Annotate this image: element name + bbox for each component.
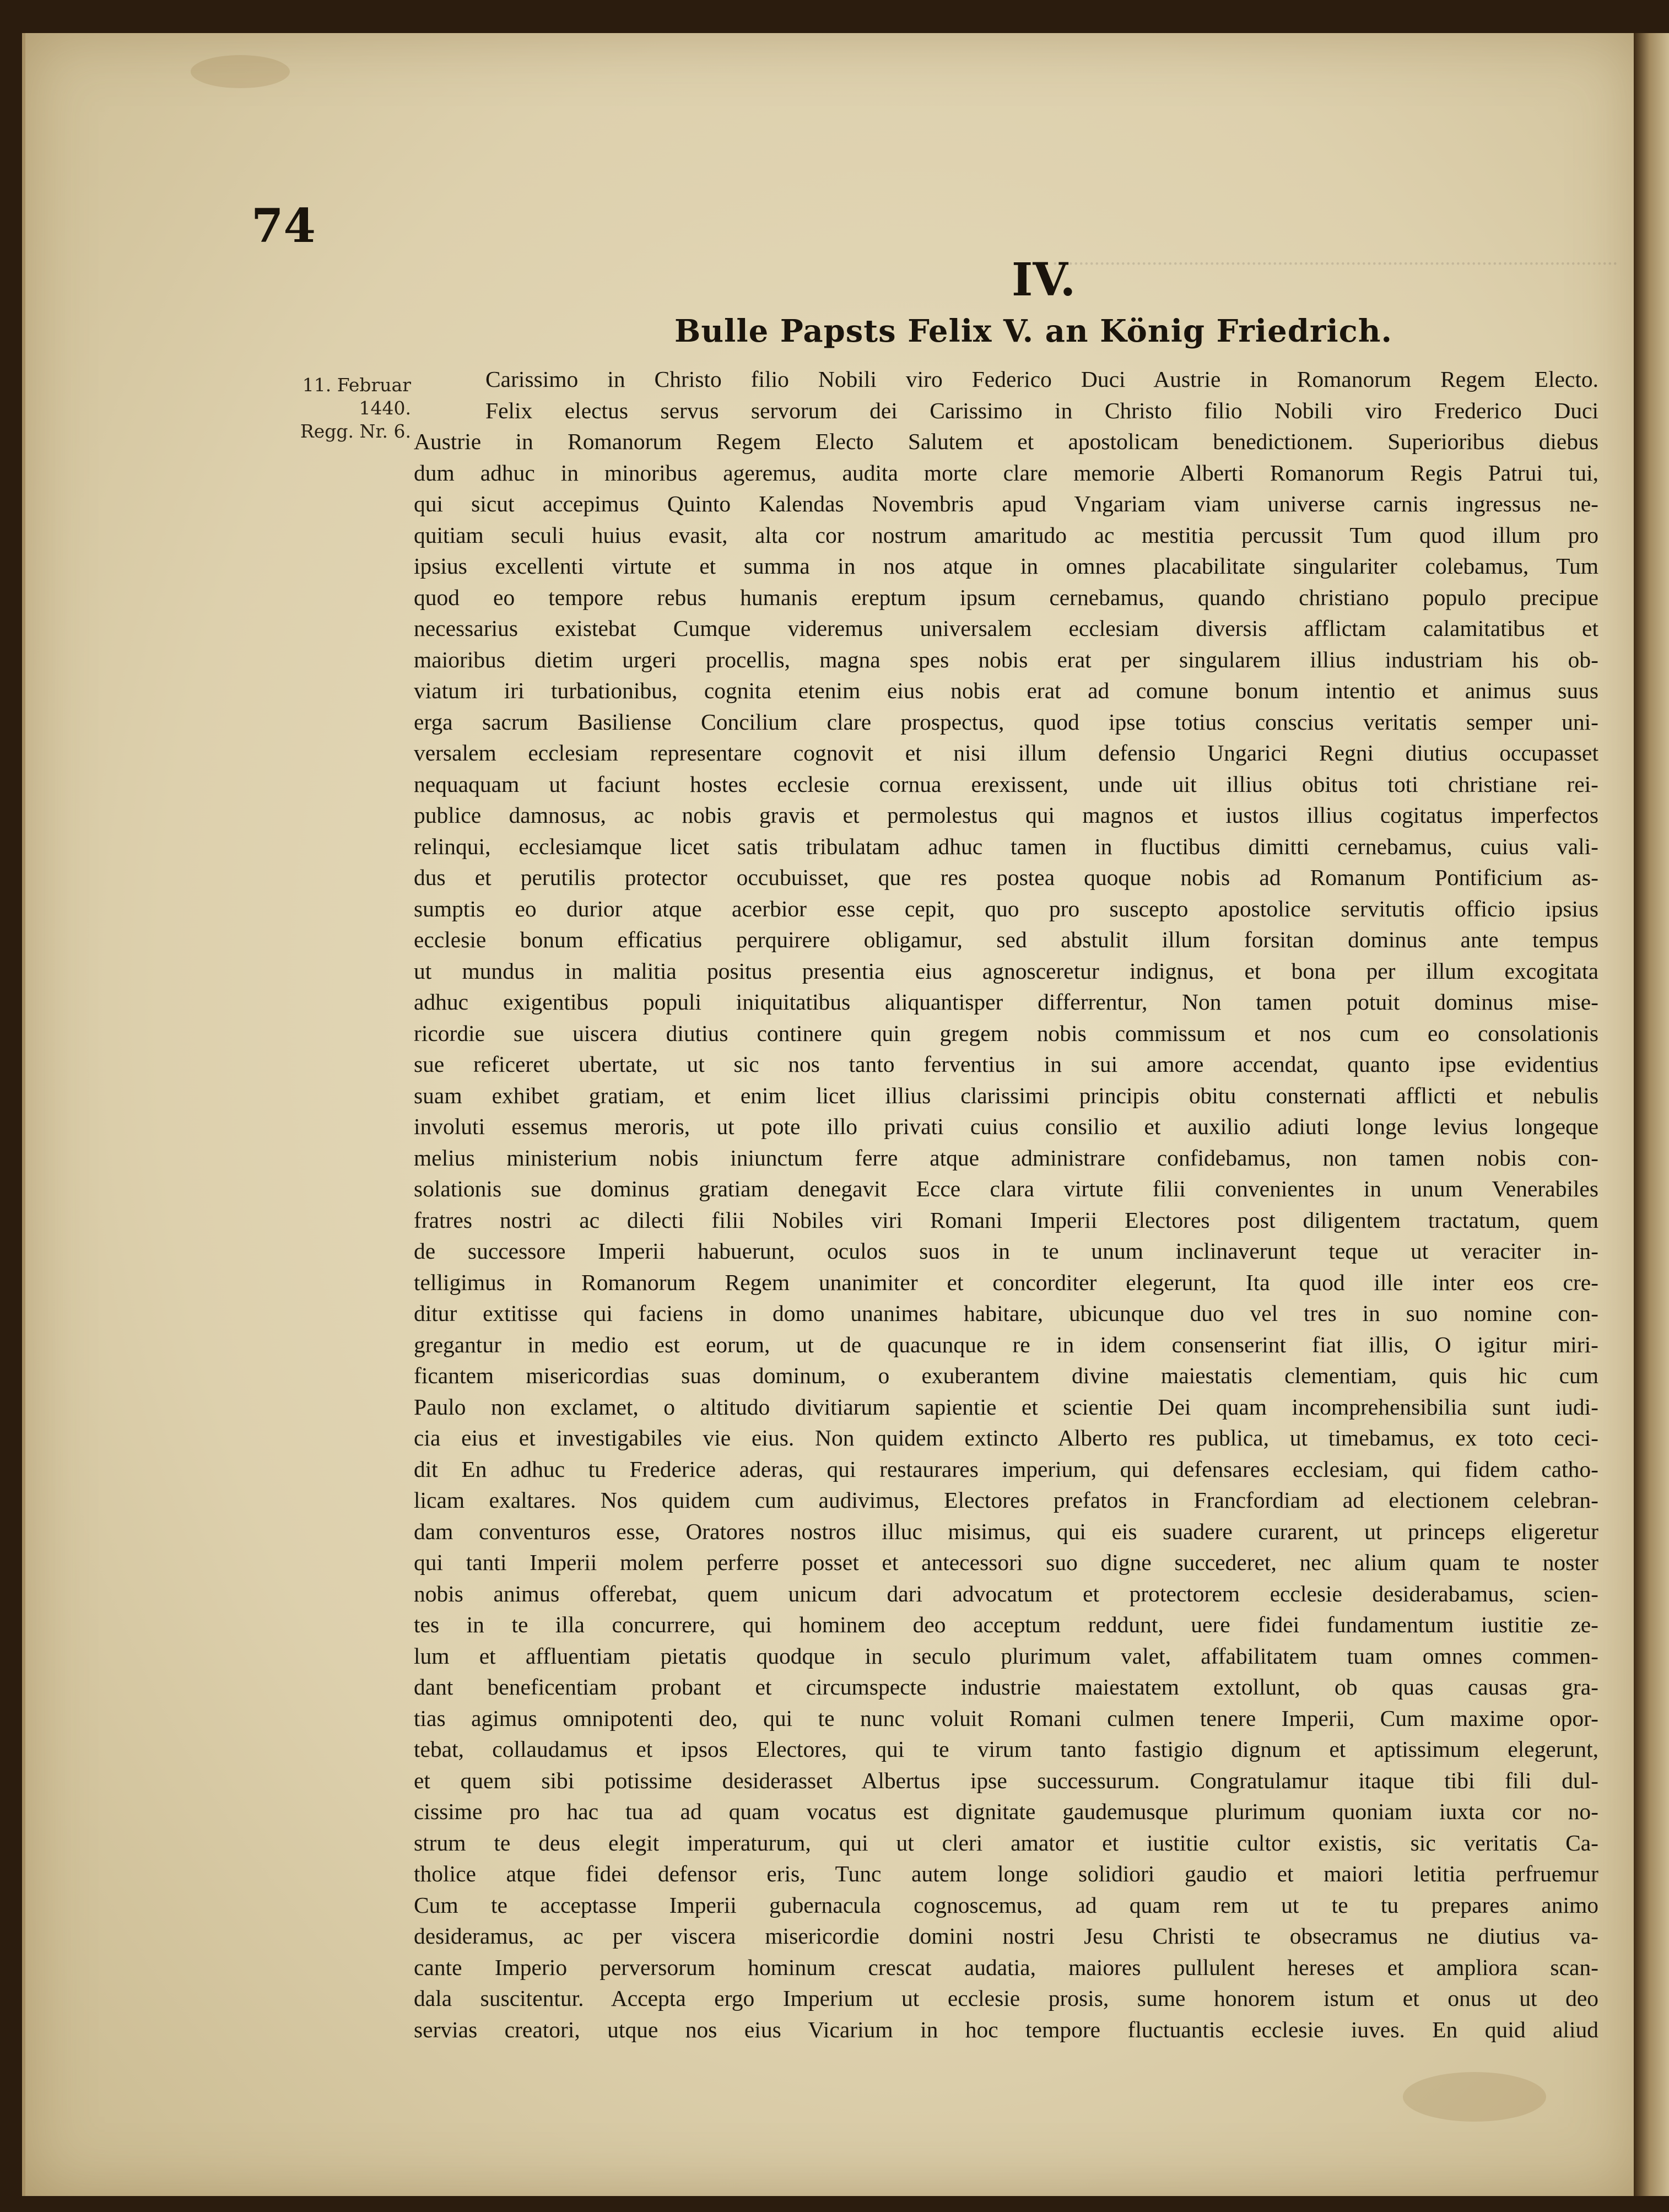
document-title: Bulle Papsts Felix V. an König Friedrich.	[674, 313, 1392, 349]
body-line: qui sicut accepimus Quinto Kalendas Novembris apud Vngariam viam universe carnis ingressus ne-	[414, 491, 1598, 516]
body-line: qui tanti Imperii molem perferre posset et antecessori suo digne succederet, nec alium quam te noster	[414, 1550, 1598, 1575]
body-line: strum te deus elegit imperaturum, qui ut cleri amator et iustitie cultor existis, sic veritatis Ca-	[414, 1830, 1598, 1855]
body-line: de successore Imperii habuerunt, oculos suos in te unum inclinaverunt teque ut veraciter in-	[414, 1238, 1598, 1264]
page-number: 74	[251, 198, 316, 253]
body-line: tebat, collaudamus et ipsos Electores, qui te virum tanto fastigio dignum et aptissimum elegerunt,	[414, 1736, 1598, 1762]
body-line: necessarius existebat Cumque videremus universalem ecclesiam diversis afflictam calamitatibus et	[414, 616, 1598, 641]
body-line: Cum te acceptasse Imperii gubernacula cognoscemus, ad quam rem ut te tu prepares animo	[414, 1892, 1598, 1918]
body-line: suam exhibet gratiam, et enim licet illius clarissimi principis obitu consternati afflicti et nebulis	[414, 1082, 1598, 1108]
body-line: sumptis eo durior atque acerbior esse cepit, quo pro suscepto apostolice servitutis officio ipsius	[414, 895, 1598, 921]
body-line: ficantem misericordias suas dominum, o exuberantem divine maiestatis clementiam, quis hic cum	[414, 1363, 1598, 1388]
margin-date: 11. Februar	[302, 374, 411, 396]
body-line: melius ministerium nobis iniunctum ferre atque administrare confidebamus, non tamen nobis con-	[414, 1145, 1598, 1170]
body-line: cissime pro hac tua ad quam vocatus est dignitate gaudemusque plurimum quoniam iuxta cor no-	[414, 1799, 1598, 1824]
body-line: involuti essemus meroris, ut pote illo privati cuius consilio et auxilio adiuti longe levius longeque	[414, 1114, 1598, 1139]
body-line: licam exaltares. Nos quidem cum audivimus, Electores prefatos in Francfordiam ad electionem celebran-	[414, 1487, 1598, 1513]
body-line: solationis sue dominus gratiam denegavit Ecce clara virtute filii convenientes in unum Venerabiles	[414, 1176, 1598, 1201]
body-line: maioribus dietim urgeri procellis, magna spes nobis erat per singularem illius industriam his ob-	[414, 646, 1598, 672]
body-line: cia eius et investigabiles vie eius. Non quidem extincto Alberto res publica, ut timebamus, ex toto ceci-	[414, 1425, 1598, 1450]
document-number: IV.	[1012, 253, 1076, 306]
body-line: Austrie in Romanorum Regem Electo Salutem et apostolicam benedictionem. Superioribus diebus	[414, 429, 1598, 454]
body-line: publice damnosus, ac nobis gravis et permolestus qui magnos et iustos illius cogitatus imperfectos	[414, 802, 1598, 828]
body-line: relinqui, ecclesiamque licet satis tribulatam adhuc tamen in fluctibus dimitti cernebamus, cuius vali-	[414, 833, 1598, 859]
next-leaf-edge	[1634, 33, 1669, 2196]
body-line: quitiam seculi huius evasit, alta cor nostrum amaritudo ac mestitia percussit Tum quod illum pro	[414, 522, 1598, 548]
body-line: cante Imperio perversorum hominum crescat audatia, maiores pullulent hereses et ampliora scan-	[414, 1954, 1598, 1980]
body-line: Paulo non exclamet, o altitudo divitiarum sapientie et scientie Dei quam incomprehensibilia sunt iudi-	[414, 1394, 1598, 1420]
body-line: ecclesie bonum efficatius perquirere obligamur, sed abstulit illum forsitan dominus ante tempus	[414, 927, 1598, 952]
margin-year: 1440.	[359, 397, 411, 419]
body-text	[414, 364, 1598, 2045]
margin-reference: Regg. Nr. 6.	[300, 420, 411, 442]
body-line: et quem sibi potissime desiderasset Albertus ipse successurum. Congratulamur itaque tibi fili dul-	[414, 1767, 1598, 1793]
margin-note	[257, 374, 411, 443]
body-line: Carissimo in Christo filio Nobili viro Federico Duci Austrie in Romanorum Regem Electo.	[485, 366, 1598, 392]
body-line: ditur extitisse qui faciens in domo unanimes habitare, ubicunque duo vel tres in suo nomine con-	[414, 1301, 1598, 1326]
body-line: quod eo tempore rebus humanis ereptum ipsum cernebamus, quando christiano populo precipue	[414, 584, 1598, 610]
body-line: ut mundus in malitia positus presentia eius agnosceretur indignus, et bona per illum excogitata	[414, 958, 1598, 984]
body-line: fratres nostri ac dilecti filii Nobiles viri Romani Imperii Electores post diligentem tractatum, quem	[414, 1207, 1598, 1233]
body-line: dant beneficentiam probant et circumspecte industrie maiestatem extollunt, ob quas causas gra-	[414, 1674, 1598, 1700]
body-line: adhuc exigentibus populi iniquitatibus aliquantisper differrentur, Non tamen potuit dominus mise-	[414, 989, 1598, 1015]
body-line: gregantur in medio est eorum, ut de quacunque re in idem consenserint fiat illis, O igitur miri-	[414, 1331, 1598, 1357]
body-line: dala suscitentur. Accepta ergo Imperium ut ecclesie prosis, sume honorem istum et onus ut deo	[414, 1986, 1598, 2011]
paper-stain	[1403, 2072, 1546, 2122]
reverse-side-bleed-through: ............................................................................................................	[1052, 246, 1618, 269]
body-line: tias agimus omnipotenti deo, qui te nunc voluit Romani culmen tenere Imperii, Cum maxime opor-	[414, 1705, 1598, 1731]
body-line: dam conventuros esse, Oratores nostros illuc misimus, qui eis suadere curarent, ut princeps eligeretur	[414, 1518, 1598, 1544]
body-line: dit En adhuc tu Frederice aderas, qui restaurares imperium, qui defensares ecclesiam, qui fidem catho-	[414, 1456, 1598, 1482]
body-line: lum et affluentiam pietatis quodque in seculo plurimum valet, affabilitatem tuam omnes commen-	[414, 1643, 1598, 1669]
body-line: nobis animus offerebat, quem unicum dari advocatum et protectorem ecclesie desiderabamus, scien-	[414, 1580, 1598, 1606]
body-line: Felix electus servus servorum dei Carissimo in Christo filio Nobili viro Frederico Duci	[485, 397, 1598, 423]
body-line: servias creatori, utque nos eius Vicarium in hoc tempore fluctuantis ecclesie iuves. En quid aliud	[414, 2016, 1598, 2042]
body-line: tes in te illa concurrere, qui hominem deo acceptum reddunt, uere fidei fundamentum iustitie ze-	[414, 1612, 1598, 1637]
body-line: versalem ecclesiam representare cognovit et nisi illum defensio Ungarici Regni diutius occupasset	[414, 740, 1598, 765]
body-line: ipsius excellenti virtute et summa in nos atque in omnes placabilitate singulariter colebamus, Tum	[414, 553, 1598, 579]
body-line: viatum iri turbationibus, cognita etenim eius nobis erat ad comune bonum intentio et animus suus	[414, 678, 1598, 703]
body-line: dus et perutilis protector occubuisset, que res postea quoque nobis ad Romanum Pontificium as-	[414, 865, 1598, 890]
paper-stain	[191, 55, 290, 88]
body-line: telligimus in Romanorum Regem unanimiter et concorditer elegerunt, Ita quod ille inter eos cre-	[414, 1269, 1598, 1295]
body-line: ricordie sue uiscera diutius continere quin gregem nobis commissum et nos cum eo consolationis	[414, 1020, 1598, 1046]
book-page	[22, 33, 1637, 2196]
body-line: erga sacrum Basiliense Concilium clare prospectus, quod ipse totius conscius veritatis semper uni-	[414, 709, 1598, 735]
body-line: sue reficeret ubertate, ut sic nos tanto ferventius in sui amore accendat, quanto ipse evidentius	[414, 1051, 1598, 1077]
body-line: dum adhuc in minoribus ageremus, audita morte clare memorie Alberti Romanorum Regis Patrui tui,	[414, 460, 1598, 485]
body-line: tholice atque fidei defensor eris, Tunc autem longe solidiori gaudio et maiori letitia perfruemur	[414, 1861, 1598, 1886]
body-line: desideramus, ac per viscera misericordie domini nostri Jesu Christi te obsecramus ne diutius va-	[414, 1923, 1598, 1949]
body-line: nequaquam ut faciunt hostes ecclesie cornua erexissent, unde uit illius obitus toti christiane rei-	[414, 771, 1598, 797]
